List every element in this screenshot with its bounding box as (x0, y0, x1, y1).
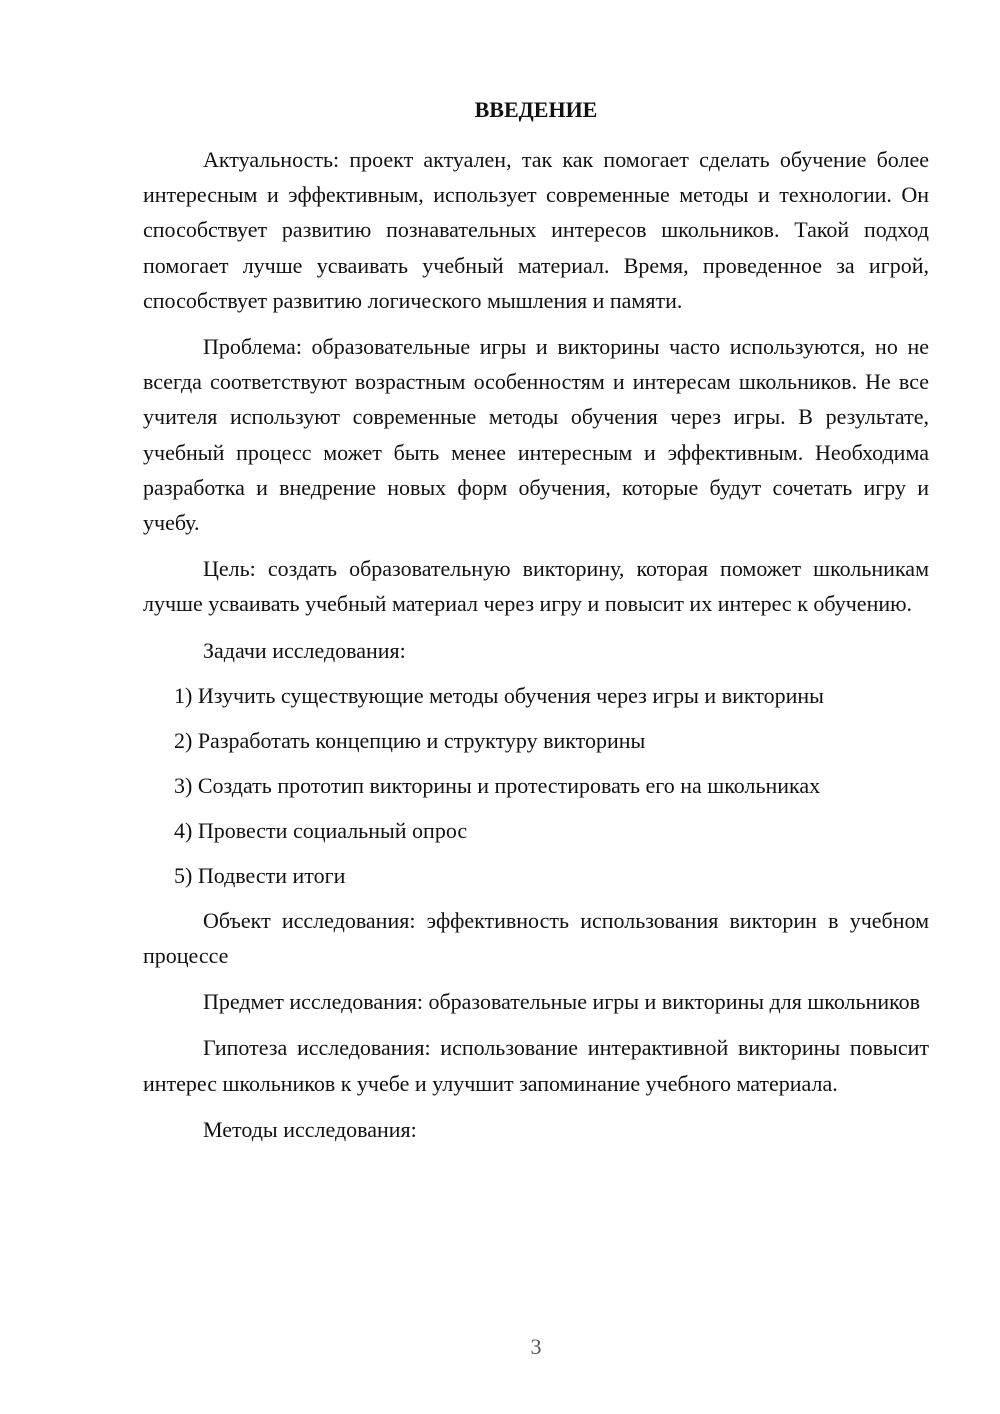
list-item: 5) Подвести итоги (174, 862, 346, 888)
paragraph-relevance: Актуальность: проект актуален, так как помогает сделать обучение более интересным и эффективным, использует современные методы и технологии. Он способствует развитию познавательных интересов школьников. Такой подход помогает лучше усваивать учебный материал. Время, проведенное за игрой, способствует развитию логического мышления и памяти. (143, 147, 929, 313)
paragraph-methods: Методы исследования: (203, 1116, 417, 1142)
paragraph-problem: Проблема: образовательные игры и викторины часто используются, но не всегда соответствуют возрастным особенностям и интересам школьников. Не все учителя используют современные методы обучения через игры. В результате, учебный процесс может быть менее интересным и эффективным. Необходима разработка и внедрение новых форм обучения, которые будут сочетать игру и учебу. (143, 334, 929, 536)
list-item: 4) Провести социальный опрос (174, 817, 468, 843)
list-item: 2) Разработать концепцию и структуру викторины (174, 727, 646, 753)
paragraph-subject: Предмет исследования: образовательные игры и викторины для школьников (203, 989, 921, 1015)
document-page (143, 95, 929, 1158)
paragraph-object: Объект исследования: эффективность использования викторин в учебном процессе (143, 907, 929, 969)
page-title: ВВЕДЕНИЕ (474, 97, 598, 122)
paragraph-goal: Цель: создать образовательную викторину, которая поможет школьникам лучше усваивать учебный материал через игру и повысит их интерес к обучению. (143, 556, 929, 617)
list-item: 1) Изучить существующие методы обучения через игры и викторины (174, 682, 824, 708)
paragraph-hypothesis: Гипотеза исследования: использование интерактивной викторины повысит интерес школьников к учебе и улучшит запоминание учебного материала. (143, 1035, 929, 1096)
task-list (143, 678, 929, 893)
page-number: 3 (530, 1334, 542, 1359)
tasks-heading: Задачи исследования: (203, 637, 406, 663)
list-item: 3) Создать прототип викторины и протестировать его на школьниках (174, 772, 821, 798)
